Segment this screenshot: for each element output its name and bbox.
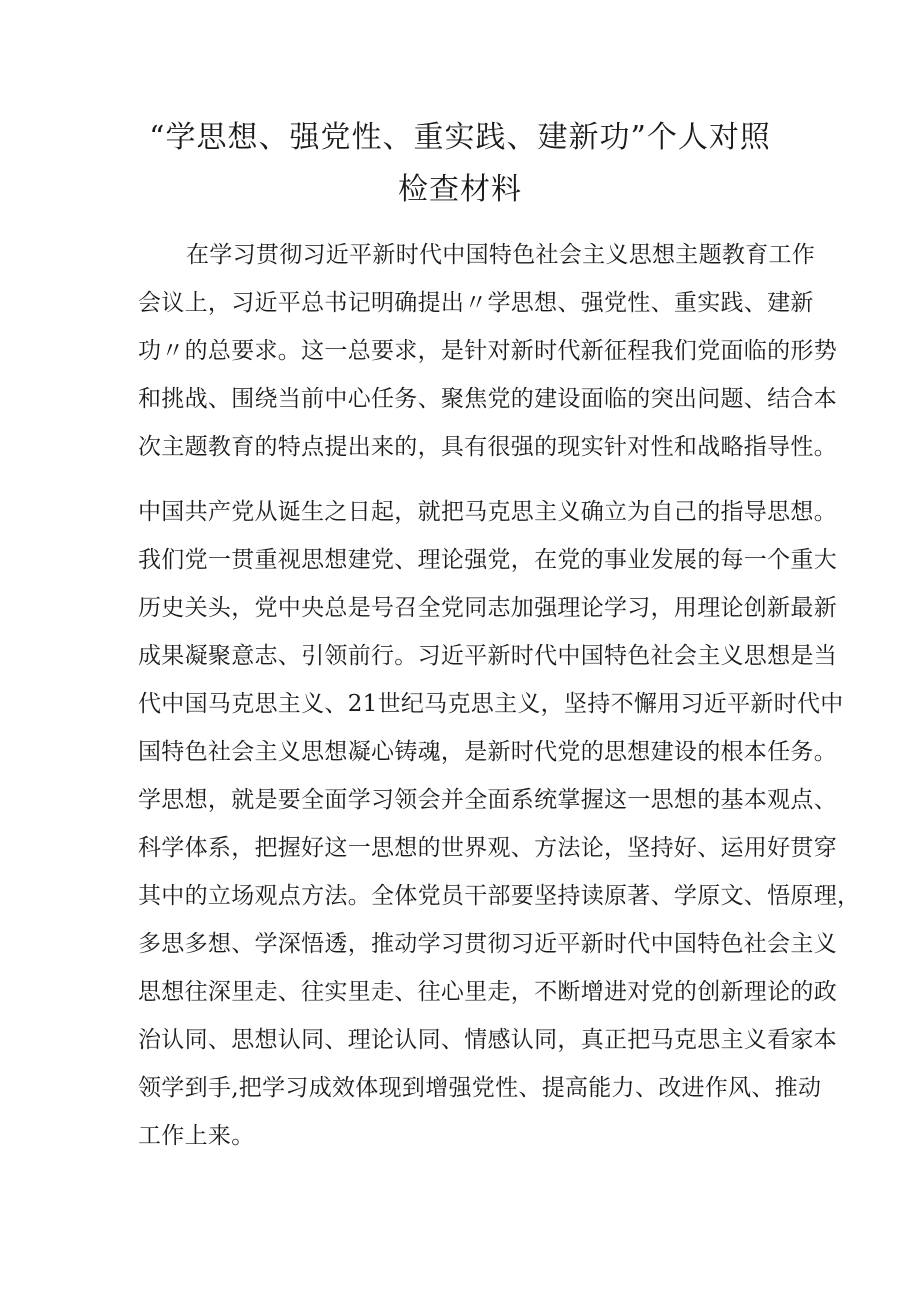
body-line: 国特色社会主义思想凝心铸魂，是新时代党的思想建设的根本任务。	[138, 739, 837, 765]
body-line: 学思想，就是要全面学习领会并全面系统掌握这一思想的基本观点、	[138, 787, 837, 813]
body-line: 功〃的总要求。这一总要求，是针对新时代新征程我们党面临的形势	[138, 338, 837, 364]
body-line: 和挑战、围绕当前中心任务、聚焦党的建设面临的突出问题、结合本	[138, 386, 837, 412]
body-line: 领学到手,把学习成效体现到增强党性、提高能力、改进作风、推动	[138, 1075, 822, 1101]
body-line: 思想往深里走、往实里走、往心里走，不断增进对党的创新理论的政	[138, 979, 837, 1005]
document-title-line-1: “学思想、强党性、重实践、建新功”个人对照	[149, 120, 771, 155]
body-line: 我们党一贯重视思想建党、理论强党，在党的事业发展的每一个重大	[138, 547, 837, 573]
body-line: 次主题教育的特点提出来的，具有很强的现实针对性和战略指导性。	[138, 434, 837, 460]
body-line: 多思多想、学深悟透，推动学习贯彻习近平新时代中国特色社会主义	[138, 931, 837, 957]
body-line: 中国共产党从诞生之日起，就把马克思主义确立为自己的指导思想。	[138, 499, 837, 525]
document-title-line-2: 检查材料	[398, 172, 522, 207]
body-line: 工作上来。	[138, 1123, 255, 1149]
body-line: 科学体系，把握好这一思想的世界观、方法论，坚持好、运用好贯穿	[138, 835, 837, 861]
body-line: 成果凝聚意志、引领前行。习近平新时代中国特色社会主义思想是当	[138, 643, 837, 669]
body-line: 治认同、思想认同、理论认同、情感认同，真正把马克思主义看家本	[138, 1027, 837, 1053]
body-line: 代中国马克思主义、21世纪马克思主义，坚持不懈用习近平新时代中	[138, 691, 844, 717]
body-line: 其中的立场观点方法。全体党员干部要坚持读原著、学原文、悟原理，	[138, 883, 861, 909]
body-line: 在学习贯彻习近平新时代中国特色社会主义思想主题教育工作	[186, 242, 816, 268]
body-line: 会议上，习近平总书记明确提出〃学思想、强党性、重实践、建新	[138, 290, 814, 316]
body-line: 历史关头，党中央总是号召全党同志加强理论学习，用理论创新最新	[138, 595, 837, 621]
